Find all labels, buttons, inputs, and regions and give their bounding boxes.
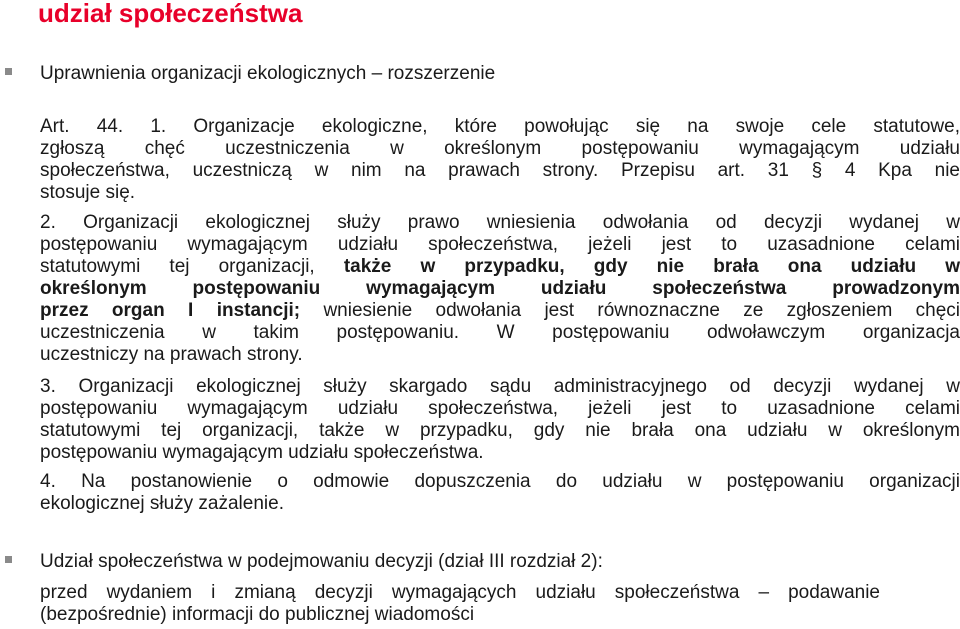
paragraph-art44-3 <box>40 376 960 464</box>
text-line: 3. Organizacji ekologicznej służy skargado sądu administracyjnego od decyzji wydanej w <box>40 376 960 397</box>
section-heading: Udział społeczeństwa w podejmowaniu decyzji (dział III rozdział 2): <box>40 551 603 572</box>
text-span: statutowymi tej organizacji, <box>40 256 344 277</box>
bold-text: przez organ I instancji; <box>40 300 301 321</box>
square-bullet-icon <box>5 68 12 75</box>
paragraph-public-participation <box>40 582 880 626</box>
text-line: postępowaniu wymagającym udziału społeczeństwa, jeżeli jest to uzasadnione celami <box>40 398 960 419</box>
text-line: uczestniczenia w takim postępowaniu. W postępowaniu odwoławczym organizacja <box>40 322 960 343</box>
text-line-bold <box>40 278 960 300</box>
slide-title: udział społeczeństwa <box>38 0 303 28</box>
text-line: statutowymi tej organizacji, także w przypadku, gdy nie brała ona udziału w określonym <box>40 420 960 441</box>
text-line: postępowaniu wymagającym udziału społeczeństwa, jeżeli jest to uzasadnione celami <box>40 234 960 255</box>
text-line: uczestniczy na prawach strony. <box>40 344 303 365</box>
text-line: społeczeństwa, uczestniczą w nim na prawach strony. Przepisu art. 31 § 4 Kpa nie <box>40 160 960 181</box>
text-line: postępowaniu wymagającym udziału społeczeństwa. <box>40 442 484 463</box>
section-heading: Uprawnienia organizacji ekologicznych – rozszerzenie <box>40 63 496 84</box>
text-line: przed wydaniem i zmianą decyzji wymagających udziału społeczeństwa – podawanie <box>40 582 880 603</box>
text-line: ekologicznej służy zażalenie. <box>40 493 284 514</box>
text-line: stosuje się. <box>40 182 136 203</box>
paragraph-art44-4 <box>40 471 960 515</box>
text-line: 4. Na postanowienie o odmowie dopuszczenia do udziału w postępowaniu organizacji <box>40 471 960 492</box>
text-line: Art. 44. 1. Organizacje ekologiczne, które powołując się na swoje cele statutowe, <box>40 116 960 137</box>
paragraph-art44-1 <box>40 116 960 204</box>
text-line: 2. Organizacji ekologicznej służy prawo wniesienia odwołania od decyzji wydanej w <box>40 212 960 233</box>
paragraph-art44-2 <box>40 212 960 366</box>
bold-text: określonym postępowaniu wymagającym udziału społeczeństwa prowadzonym <box>40 278 960 299</box>
text-line-mixed <box>40 300 960 322</box>
bold-text: także w przypadku, gdy nie brała ona udziału w <box>343 256 960 277</box>
text-line-mixed <box>40 256 960 278</box>
square-bullet-icon <box>5 556 12 563</box>
text-line: (bezpośrednie) informacji do publicznej wiadomości <box>40 604 475 625</box>
text-span: wniesienie odwołania jest równoznaczne ze zgłoszeniem chęci <box>300 300 960 321</box>
text-line: zgłoszą chęć uczestniczenia w określonym postępowaniu wymagającym udziału <box>40 138 960 159</box>
